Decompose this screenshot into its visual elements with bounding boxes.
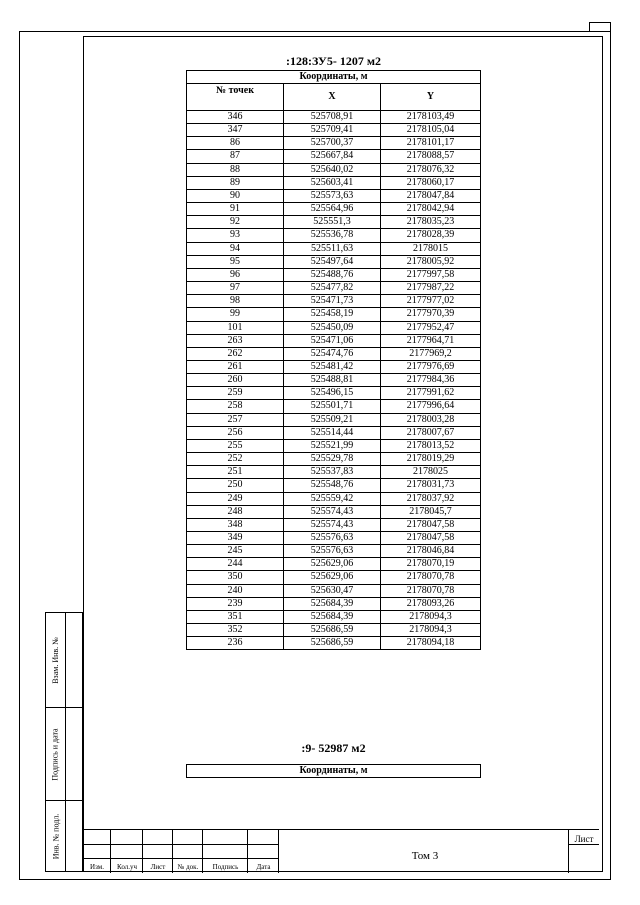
y-coord: 2178015 — [381, 242, 481, 255]
x-coord: 525559,42 — [284, 492, 381, 505]
table-row — [187, 163, 481, 176]
point-number: 95 — [187, 255, 284, 268]
x-coord: 525488,81 — [284, 374, 381, 387]
table-row — [187, 505, 481, 518]
point-number: 88 — [187, 163, 284, 176]
point-number: 92 — [187, 216, 284, 229]
x-coord: 525640,02 — [284, 163, 381, 176]
table-row — [187, 637, 481, 650]
point-number: 349 — [187, 532, 284, 545]
y-coord: 2177976,69 — [381, 360, 481, 373]
point-number: 352 — [187, 624, 284, 637]
x-coord: 525497,64 — [284, 255, 381, 268]
y-coord: 2178035,23 — [381, 216, 481, 229]
x-coord: 525509,21 — [284, 413, 381, 426]
x-coord: 525477,82 — [284, 282, 381, 295]
point-number: 248 — [187, 505, 284, 518]
coordinates-table-main — [186, 70, 481, 650]
coords-header: Координаты, м — [187, 71, 481, 84]
point-number: 94 — [187, 242, 284, 255]
side-cell-podpis — [45, 707, 83, 801]
x-coord: 525686,59 — [284, 624, 381, 637]
x-coord: 525684,39 — [284, 597, 381, 610]
y-coord: 2178007,67 — [381, 426, 481, 439]
y-coord: 2178045,7 — [381, 505, 481, 518]
table-row — [187, 308, 481, 321]
side-cell-vzam — [45, 612, 83, 708]
point-number: 239 — [187, 597, 284, 610]
table-row — [187, 518, 481, 531]
table-row — [187, 347, 481, 360]
volume-label: Том 3 — [411, 850, 439, 862]
x-coord: 525574,43 — [284, 518, 381, 531]
point-number: 96 — [187, 268, 284, 281]
x-coord: 525708,91 — [284, 111, 381, 124]
table-row — [187, 203, 481, 216]
point-number: 258 — [187, 400, 284, 413]
y-coord: 2178037,92 — [381, 492, 481, 505]
y-coord: 2178005,92 — [381, 255, 481, 268]
table-row — [187, 426, 481, 439]
table-row — [187, 453, 481, 466]
point-number: 98 — [187, 295, 284, 308]
stamp-podpis: Подпись — [212, 863, 239, 871]
stamp-izm: Изм. — [90, 863, 104, 871]
table-row — [187, 111, 481, 124]
point-number: 244 — [187, 558, 284, 571]
x-coord: 525488,76 — [284, 268, 381, 281]
y-coord: 2177977,02 — [381, 295, 481, 308]
point-number: 350 — [187, 571, 284, 584]
point-number: 93 — [187, 229, 284, 242]
point-number: 259 — [187, 387, 284, 400]
y-coord: 2178105,04 — [381, 124, 481, 137]
x-coord: 525603,41 — [284, 176, 381, 189]
y-coord: 2178003,28 — [381, 413, 481, 426]
x-coord: 525521,99 — [284, 439, 381, 452]
point-number: 250 — [187, 479, 284, 492]
y-coord: 2178047,84 — [381, 189, 481, 202]
x-coord: 525573,63 — [284, 189, 381, 202]
table-row — [187, 400, 481, 413]
y-coord: 2178047,58 — [381, 518, 481, 531]
table-row — [187, 466, 481, 479]
y-coord: 2178093,26 — [381, 597, 481, 610]
x-coord: 525686,59 — [284, 637, 381, 650]
col-header-x: X — [284, 84, 381, 111]
point-number: 252 — [187, 453, 284, 466]
y-coord: 2178060,17 — [381, 176, 481, 189]
table-row — [187, 216, 481, 229]
y-coord: 2178101,17 — [381, 137, 481, 150]
y-coord: 2178047,58 — [381, 532, 481, 545]
table-row — [187, 137, 481, 150]
y-coord: 2178070,78 — [381, 584, 481, 597]
section2-title: :9- 52987 м2 — [301, 741, 366, 755]
table-row — [187, 571, 481, 584]
y-coord: 2178076,32 — [381, 163, 481, 176]
y-coord: 2178019,29 — [381, 453, 481, 466]
point-number: 101 — [187, 321, 284, 334]
x-coord: 525576,63 — [284, 532, 381, 545]
point-number: 257 — [187, 413, 284, 426]
point-number: 240 — [187, 584, 284, 597]
y-coord: 2177997,58 — [381, 268, 481, 281]
point-number: 251 — [187, 466, 284, 479]
point-number: 236 — [187, 637, 284, 650]
point-number: 245 — [187, 545, 284, 558]
y-coord: 2178013,52 — [381, 439, 481, 452]
x-coord: 525630,47 — [284, 584, 381, 597]
y-coord: 2178025 — [381, 466, 481, 479]
point-number: 91 — [187, 203, 284, 216]
point-number: 351 — [187, 610, 284, 623]
table-row — [187, 282, 481, 295]
point-number: 249 — [187, 492, 284, 505]
x-coord: 525629,06 — [284, 571, 381, 584]
table-row — [187, 479, 481, 492]
frame-notch — [589, 22, 611, 32]
y-coord: 2178088,57 — [381, 150, 481, 163]
x-coord: 525458,19 — [284, 308, 381, 321]
x-coord: 525551,3 — [284, 216, 381, 229]
y-coord: 2177984,36 — [381, 374, 481, 387]
point-number: 86 — [187, 137, 284, 150]
table-row — [187, 413, 481, 426]
y-coord: 2178094,3 — [381, 610, 481, 623]
side-label-vzam: Взам. Инв. № — [51, 636, 61, 684]
table-row — [187, 176, 481, 189]
point-number: 255 — [187, 439, 284, 452]
table-row — [187, 545, 481, 558]
x-coord: 525474,76 — [284, 347, 381, 360]
table-row — [187, 532, 481, 545]
stamp-kol: Кол.уч — [117, 863, 137, 871]
x-coord: 525537,83 — [284, 466, 381, 479]
section2-coords-header: Координаты, м — [186, 764, 481, 778]
table-row — [187, 558, 481, 571]
x-coord: 525564,96 — [284, 203, 381, 216]
x-coord: 525471,06 — [284, 334, 381, 347]
table-row — [187, 439, 481, 452]
y-coord: 2177970,39 — [381, 308, 481, 321]
side-cell-inv — [45, 800, 83, 872]
table-row — [187, 360, 481, 373]
table-row — [187, 229, 481, 242]
table-row — [187, 492, 481, 505]
x-coord: 525667,84 — [284, 150, 381, 163]
x-coord: 525496,15 — [284, 387, 381, 400]
side-label-inv: Инв. № подл. — [51, 813, 60, 859]
x-coord: 525548,76 — [284, 479, 381, 492]
table-row — [187, 387, 481, 400]
y-coord: 2178094,18 — [381, 637, 481, 650]
y-coord: 2178103,49 — [381, 111, 481, 124]
sheet-label: Лист — [574, 834, 594, 844]
x-coord: 525511,63 — [284, 242, 381, 255]
table-row — [187, 374, 481, 387]
x-coord: 525574,43 — [284, 505, 381, 518]
table-row — [187, 597, 481, 610]
y-coord: 2177952,47 — [381, 321, 481, 334]
table-row — [187, 124, 481, 137]
table-row — [187, 150, 481, 163]
table-row — [187, 242, 481, 255]
table-row — [187, 255, 481, 268]
y-coord: 2178031,73 — [381, 479, 481, 492]
y-coord: 2177964,71 — [381, 334, 481, 347]
table-row — [187, 334, 481, 347]
col-header-num: № точек — [187, 84, 284, 111]
x-coord: 525536,78 — [284, 229, 381, 242]
y-coord: 2178042,94 — [381, 203, 481, 216]
point-number: 348 — [187, 518, 284, 531]
section1-title: :128:ЗУ5- 1207 м2 — [285, 54, 381, 68]
point-number: 261 — [187, 360, 284, 373]
x-coord: 525514,44 — [284, 426, 381, 439]
x-coord: 525471,73 — [284, 295, 381, 308]
y-coord: 2177987,22 — [381, 282, 481, 295]
point-number: 263 — [187, 334, 284, 347]
x-coord: 525501,71 — [284, 400, 381, 413]
y-coord: 2178028,39 — [381, 229, 481, 242]
point-number: 256 — [187, 426, 284, 439]
x-coord: 525529,78 — [284, 453, 381, 466]
table-row — [187, 295, 481, 308]
x-coord: 525629,06 — [284, 558, 381, 571]
table-row — [187, 624, 481, 637]
point-number: 87 — [187, 150, 284, 163]
x-coord: 525576,63 — [284, 545, 381, 558]
stamp-list: Лист — [150, 863, 166, 871]
table-row — [187, 610, 481, 623]
point-number: 99 — [187, 308, 284, 321]
point-number: 260 — [187, 374, 284, 387]
table-row — [187, 189, 481, 202]
y-coord: 2177996,64 — [381, 400, 481, 413]
table-row — [187, 268, 481, 281]
x-coord: 525450,09 — [284, 321, 381, 334]
y-coord: 2178070,78 — [381, 571, 481, 584]
point-number: 97 — [187, 282, 284, 295]
stamp-data: Дата — [256, 863, 271, 871]
y-coord: 2178070,19 — [381, 558, 481, 571]
y-coord: 2177969,2 — [381, 347, 481, 360]
y-coord: 2177991,62 — [381, 387, 481, 400]
point-number: 89 — [187, 176, 284, 189]
y-coord: 2178046,84 — [381, 545, 481, 558]
point-number: 347 — [187, 124, 284, 137]
point-number: 90 — [187, 189, 284, 202]
point-number: 262 — [187, 347, 284, 360]
y-coord: 2178094,3 — [381, 624, 481, 637]
x-coord: 525684,39 — [284, 610, 381, 623]
x-coord: 525709,41 — [284, 124, 381, 137]
x-coord: 525700,37 — [284, 137, 381, 150]
point-number: 346 — [187, 111, 284, 124]
table-row — [187, 321, 481, 334]
x-coord: 525481,42 — [284, 360, 381, 373]
table-row — [187, 584, 481, 597]
side-label-podpis: Подпись и дата — [51, 727, 60, 781]
stamp-ndok: № док. — [177, 863, 199, 871]
col-header-y: Y — [381, 84, 481, 111]
